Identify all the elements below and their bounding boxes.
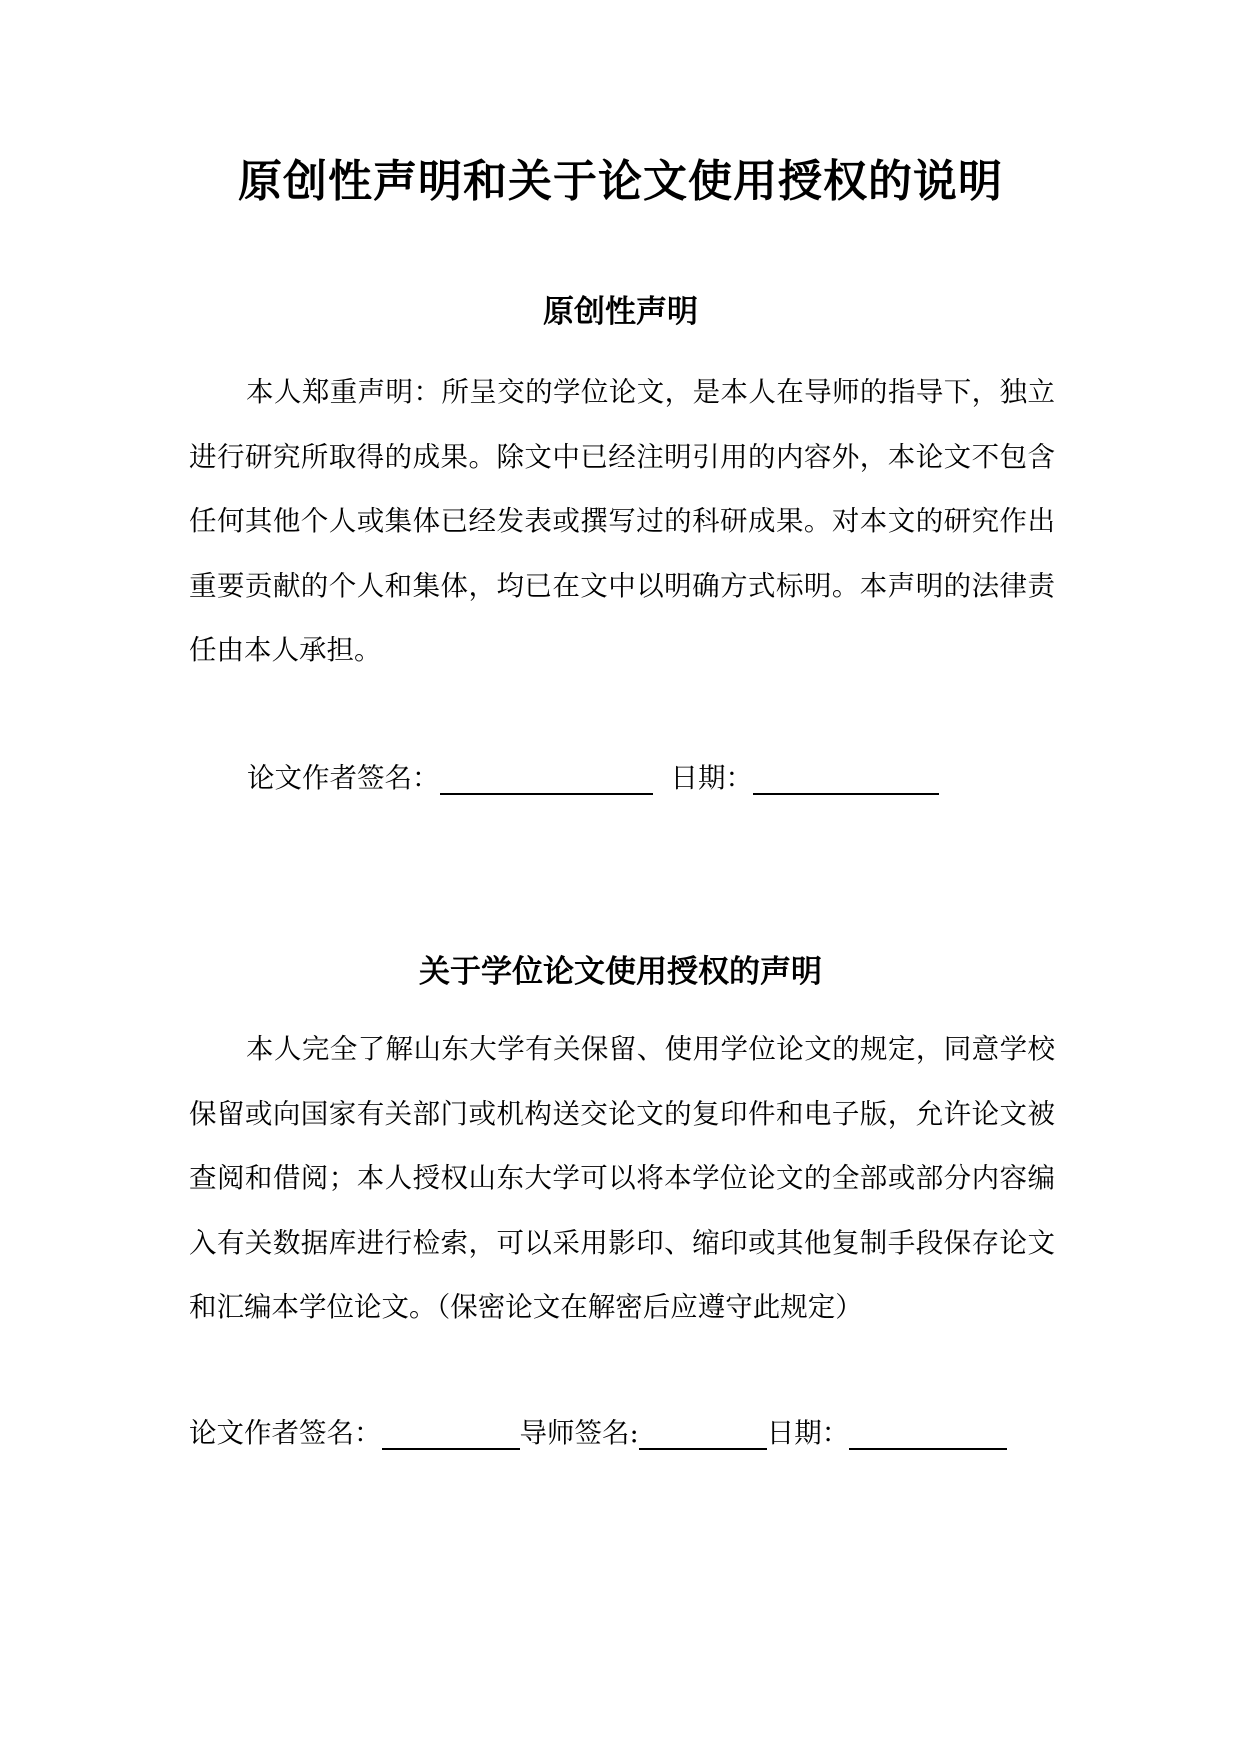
page-title: 原创性声明和关于论文使用授权的说明 xyxy=(238,156,1003,207)
originality-statement-text: 本人郑重声明：所呈交的学位论文，是本人在导师的指导下，独立进行研究所取得的成果。除文中已经注明引用的内容外，本论文不包含任何其他个人或集体已经发表或撰写过的科研成果。对本文的研究作出重要贡献的个人和集体，均已在文中以明确方式标明。本声明的法律责任由本人承担。 xyxy=(189,376,1055,666)
originality-heading: 原创性声明 xyxy=(543,294,698,330)
date-label: 日期： xyxy=(766,1417,850,1449)
authorization-heading: 关于学位论文使用授权的声明 xyxy=(419,954,822,990)
author-signature-line[interactable] xyxy=(382,1418,520,1450)
author-signature-line[interactable] xyxy=(440,763,653,795)
date-line[interactable] xyxy=(849,1418,1007,1450)
author-signature-label: 论文作者签名： xyxy=(189,1417,382,1449)
authorization-statement-text: 本人完全了解山东大学有关保留、使用学位论文的规定，同意学校保留或向国家有关部门或机构送交论文的复印件和电子版，允许论文被查阅和借阅；本人授权山东大学可以将本学位论文的全部或部分内容编入有关数据库进行检索，可以采用影印、缩印或其他复制手段保存论文和汇编本学位论文。（保密论文在解密后应遵守此规定） xyxy=(189,1033,1055,1323)
date-label: 日期： xyxy=(670,762,753,794)
author-signature-label: 论文作者签名： xyxy=(247,762,440,794)
authorization-signature-row xyxy=(189,1413,1007,1453)
advisor-signature-line[interactable] xyxy=(639,1418,767,1450)
date-line[interactable] xyxy=(753,763,939,795)
originality-signature-row xyxy=(247,758,939,798)
advisor-signature-label: 导师签名: xyxy=(519,1417,639,1449)
